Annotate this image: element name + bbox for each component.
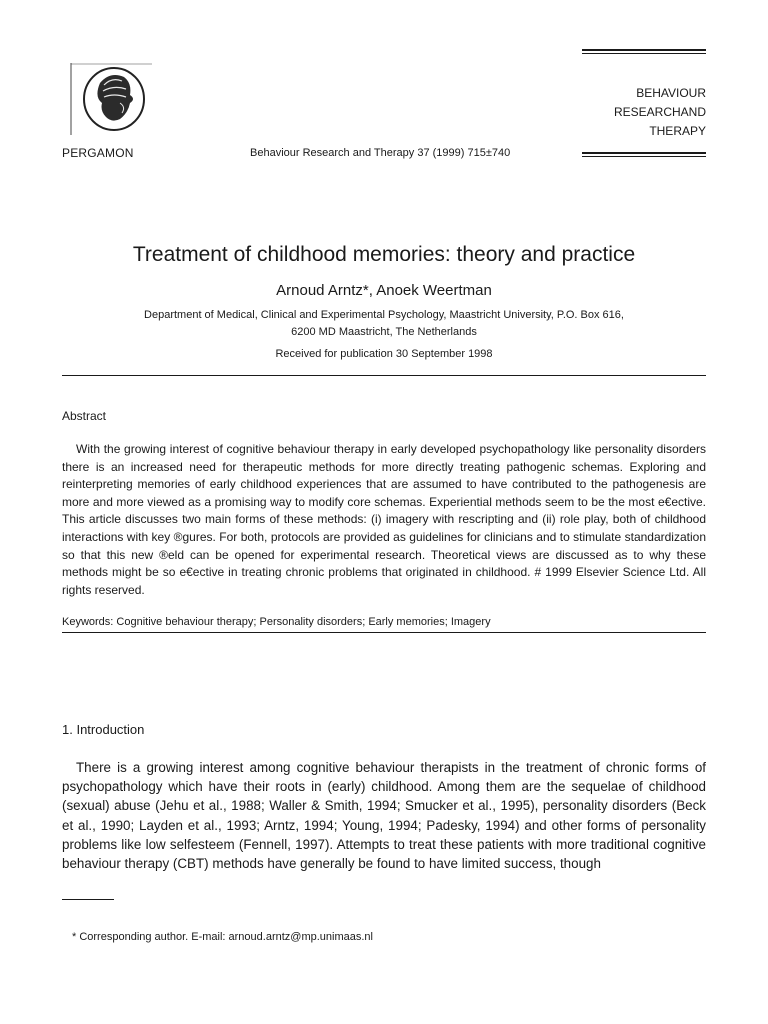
- section-heading-introduction: 1. Introduction: [62, 722, 145, 737]
- footnote-corresponding-author: * Corresponding author. E-mail: arnoud.arntz@mp.unimaas.nl: [72, 931, 373, 943]
- journal-name-line: BEHAVIOUR: [636, 86, 706, 100]
- abstract-text: With the growing interest of cognitive behaviour therapy in early developed psychopathology like personality disorders there is an increased need for therapeutic methods for more directly treating pathogenic schemas. Exploring and reinterpreting memories of early childhood experiences that are assumed to have contributed to the pathogenesis are more and more viewed as a promising way to modify core schemas. Experiential methods seem to be the most e€ective. This article discusses two main forms of these methods: (i) imagery with rescripting and (ii) role play, both of childhood interactions with key ®gures. For both, protocols are provided as guidelines for clinicians and to stimulate standardization so that this new ®eld can be opened for experimental research. Theoretical views are discussed as to why these methods might be so e€ective in treating chronic problems that originated in childhood. # 1999 Elsevier Science Ltd. All rights reserved.: [62, 442, 706, 597]
- header-rule-top: [582, 49, 706, 54]
- header-rule-bottom: [582, 152, 706, 157]
- head-emblem-icon: [70, 63, 152, 135]
- affiliation: [0, 307, 768, 341]
- author-list: Arnoud Arntz*, Anoek Weertman: [276, 282, 492, 299]
- journal-citation: Behaviour Research and Therapy 37 (1999) 715±740: [250, 147, 511, 159]
- affiliation-line: Department of Medical, Clinical and Experimental Psychology, Maastricht University, P.O. Box 616,: [144, 309, 624, 321]
- received-date: Received for publication 30 September 1998: [275, 348, 493, 360]
- affiliation-line: 6200 MD Maastricht, The Netherlands: [291, 326, 477, 338]
- article-title: Treatment of childhood memories: theory and practice: [132, 243, 636, 266]
- keywords: Keywords: Cognitive behaviour therapy; Personality disorders; Early memories; Imagery: [62, 616, 491, 628]
- abstract-heading: Abstract: [62, 409, 107, 423]
- abstract-bottom-rule: [62, 632, 706, 633]
- footnote-rule: [62, 899, 114, 900]
- abstract-top-rule: [62, 375, 706, 376]
- introduction-text: There is a growing interest among cognitive behaviour therapists in the treatment of chronic forms of psychopathology which have their roots in (early) childhood. Among them are the sequelae of childhood (sexual) abuse (Jehu et al., 1988; Waller & Smith, 1994; Smucker et al., 1995), personality disorders (Beck et al., 1990; Layden et al., 1993; Arntz, 1994; Young, 1994; Padesky, 1994) and other forms of personality problems like low selfesteem (Fennell, 1997). Attempts to treat these patients with more traditional cognitive behaviour therapy (CBT) methods have generally be found to have limited success, though: [62, 760, 706, 872]
- journal-name-line: RESEARCHAND: [613, 105, 706, 119]
- publisher-name: PERGAMON: [62, 146, 134, 160]
- journal-name: [560, 84, 706, 141]
- journal-name-line: THERAPY: [649, 124, 706, 138]
- publisher-logo: [70, 63, 152, 135]
